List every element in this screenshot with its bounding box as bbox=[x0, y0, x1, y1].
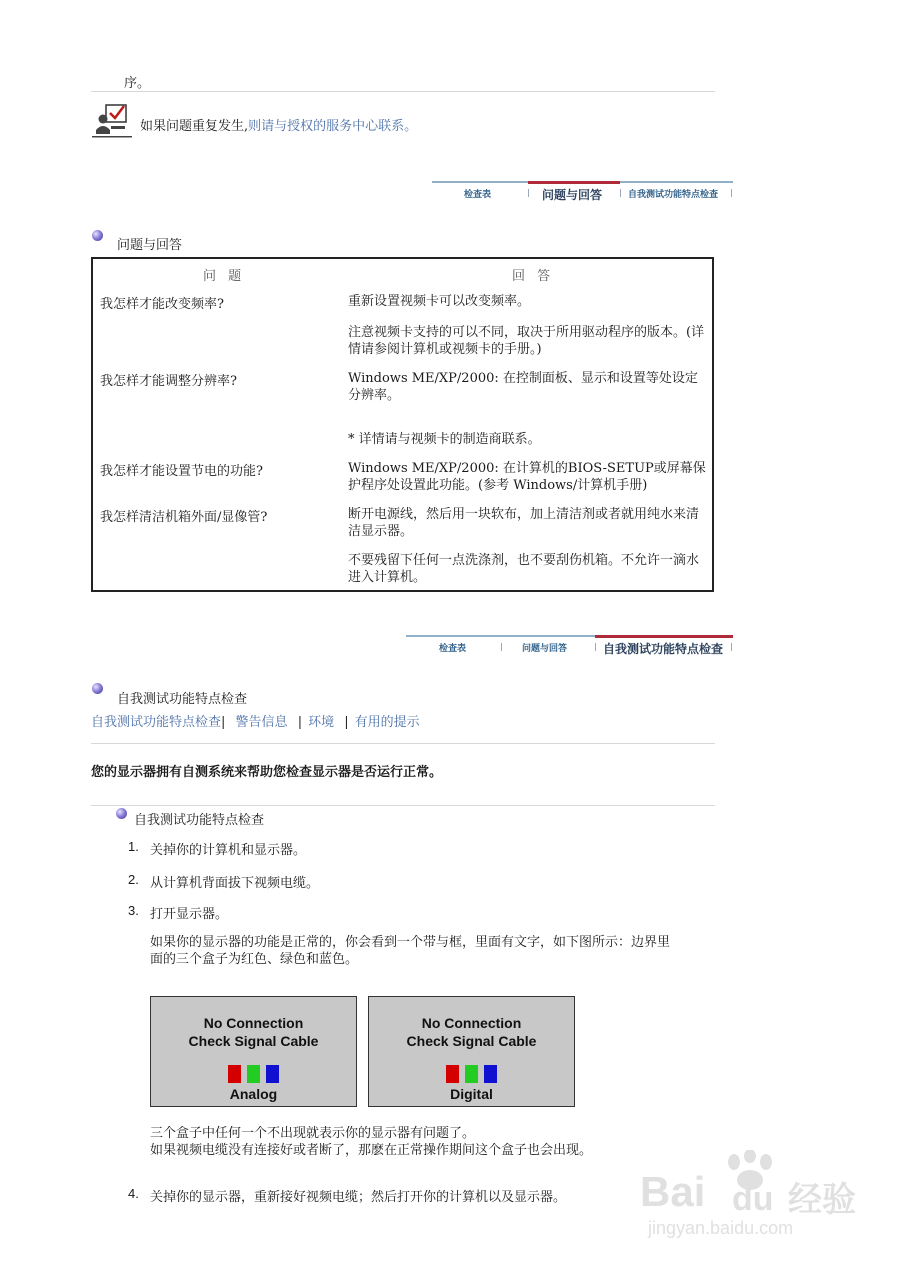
question-2: 我怎样才能调整分辨率? bbox=[100, 374, 237, 389]
divider bbox=[91, 743, 715, 744]
answer-3a: Windows ME/XP/2000: 在计算机的BIOS-SETUP或屏幕保护程序处设置此功能。(参考 Windows/计算机手册) bbox=[348, 461, 706, 493]
question-3: 我怎样才能设置节电的功能? bbox=[100, 464, 263, 479]
self-test-subtitle: 自我测试功能特点检查 bbox=[134, 813, 265, 828]
check-cable-text: Check Signal Cable bbox=[406, 1033, 537, 1049]
answer-4b: 不要残留下任何一点洗涤剂，也不要刮伤机箱。不允许一滴水进入计算机。 bbox=[348, 553, 700, 585]
link-environment[interactable]: 环境 bbox=[308, 715, 335, 730]
digital-label: Digital bbox=[450, 1086, 493, 1102]
tab-checklist[interactable]: 检查表 bbox=[464, 190, 492, 200]
tab-qa[interactable]: 问题与回答 bbox=[522, 644, 568, 654]
green-square bbox=[465, 1065, 478, 1083]
question-1: 我怎样才能改变频率? bbox=[100, 297, 224, 312]
question-4: 我怎样清洁机箱外面/显像管? bbox=[100, 510, 268, 525]
answer-1a: 重新设置视频卡可以改变频率。 bbox=[348, 294, 531, 309]
answer-2b: * 详情请与视频卡的制造商联系。 bbox=[348, 432, 541, 447]
divider bbox=[91, 805, 715, 806]
check-cable-text: Check Signal Cable bbox=[188, 1033, 319, 1049]
answer-1b: 注意视频卡支持的可以不同，取决于所用驱动程序的版本。(详情请参阅计算机或视频卡的手册。) bbox=[348, 325, 705, 357]
notice-text bbox=[140, 115, 417, 134]
green-square bbox=[247, 1065, 260, 1083]
link-useful-tips[interactable]: 有用的提示 bbox=[354, 715, 420, 730]
tab-checklist[interactable]: 检查表 bbox=[439, 644, 467, 654]
text-fragment: 序。 bbox=[124, 76, 151, 91]
blue-square bbox=[484, 1065, 497, 1083]
analog-label: Analog bbox=[229, 1086, 278, 1102]
blue-square bbox=[266, 1065, 279, 1083]
answer-2a: Windows ME/XP/2000: 在控制面板、显示和设置等处设定分辨率。 bbox=[348, 371, 698, 403]
tab-self-test[interactable]: 自我测试功能特点检查 bbox=[628, 190, 719, 200]
baidu-watermark: Bai du 经验 jingyan.baidu.com bbox=[640, 1150, 880, 1245]
analog-test-box bbox=[150, 996, 357, 1107]
section-title-self-test: 自我测试功能特点检查 bbox=[117, 692, 248, 707]
section-nav-2 bbox=[406, 635, 733, 657]
watermark-url: jingyan.baidu.com bbox=[648, 1218, 794, 1238]
support-person-icon bbox=[91, 104, 133, 140]
header-answer: 回 答 bbox=[512, 269, 555, 284]
bullet-icon bbox=[92, 683, 103, 694]
notice-prefix: 如果问题重复发生, bbox=[140, 119, 249, 134]
digital-test-box bbox=[368, 996, 575, 1107]
sub-links: 自我测试功能特点检查| 警告信息 | 环境 | 有用的提示 bbox=[91, 715, 420, 730]
link-warnings[interactable]: 警告信息 bbox=[235, 715, 288, 730]
bullet-icon bbox=[92, 230, 103, 241]
section-title-qa: 问题与回答 bbox=[117, 238, 183, 253]
after-boxes-line-2: 如果视频电缆没有连接好或者断了，那麽在正常操作期间这个盒子也会出现。 bbox=[150, 1143, 593, 1158]
step-3-description: 如果你的显示器的功能是正常的，你会看到一个带与框，里面有文字，如下图所示：边界里面的三个盒子为红色、绿色和蓝色。 bbox=[150, 935, 671, 967]
no-connection-text: No Connection bbox=[421, 1015, 522, 1031]
qa-table bbox=[91, 257, 714, 592]
answer-4a: 断开电源线，然后用一块软布，加上清洁剂或者就用纯水来清洁显示器。 bbox=[348, 507, 700, 539]
section-nav-1 bbox=[432, 181, 733, 203]
header-question: 问 题 bbox=[203, 269, 246, 284]
red-square bbox=[446, 1065, 459, 1083]
self-test-intro: 您的显示器拥有自测系统来帮助您检查显示器是否运行正常。 bbox=[91, 765, 443, 780]
divider bbox=[91, 91, 715, 92]
watermark-brand: Bai bbox=[640, 1168, 706, 1215]
service-center-link[interactable]: 则请与授权的服务中心联系。 bbox=[248, 119, 418, 134]
red-square bbox=[228, 1065, 241, 1083]
after-boxes-line-1: 三个盒子中任何一个不出现就表示你的显示器有问题了。 bbox=[150, 1126, 476, 1141]
link-self-test[interactable]: 自我测试功能特点检查 bbox=[91, 715, 222, 730]
no-connection-text: No Connection bbox=[203, 1015, 304, 1031]
watermark-brand-cn: 经验 bbox=[788, 1180, 856, 1220]
tab-qa[interactable]: 问题与回答 bbox=[542, 188, 603, 202]
tab-self-test[interactable]: 自我测试功能特点检查 bbox=[603, 642, 724, 656]
bullet-icon bbox=[116, 808, 127, 819]
